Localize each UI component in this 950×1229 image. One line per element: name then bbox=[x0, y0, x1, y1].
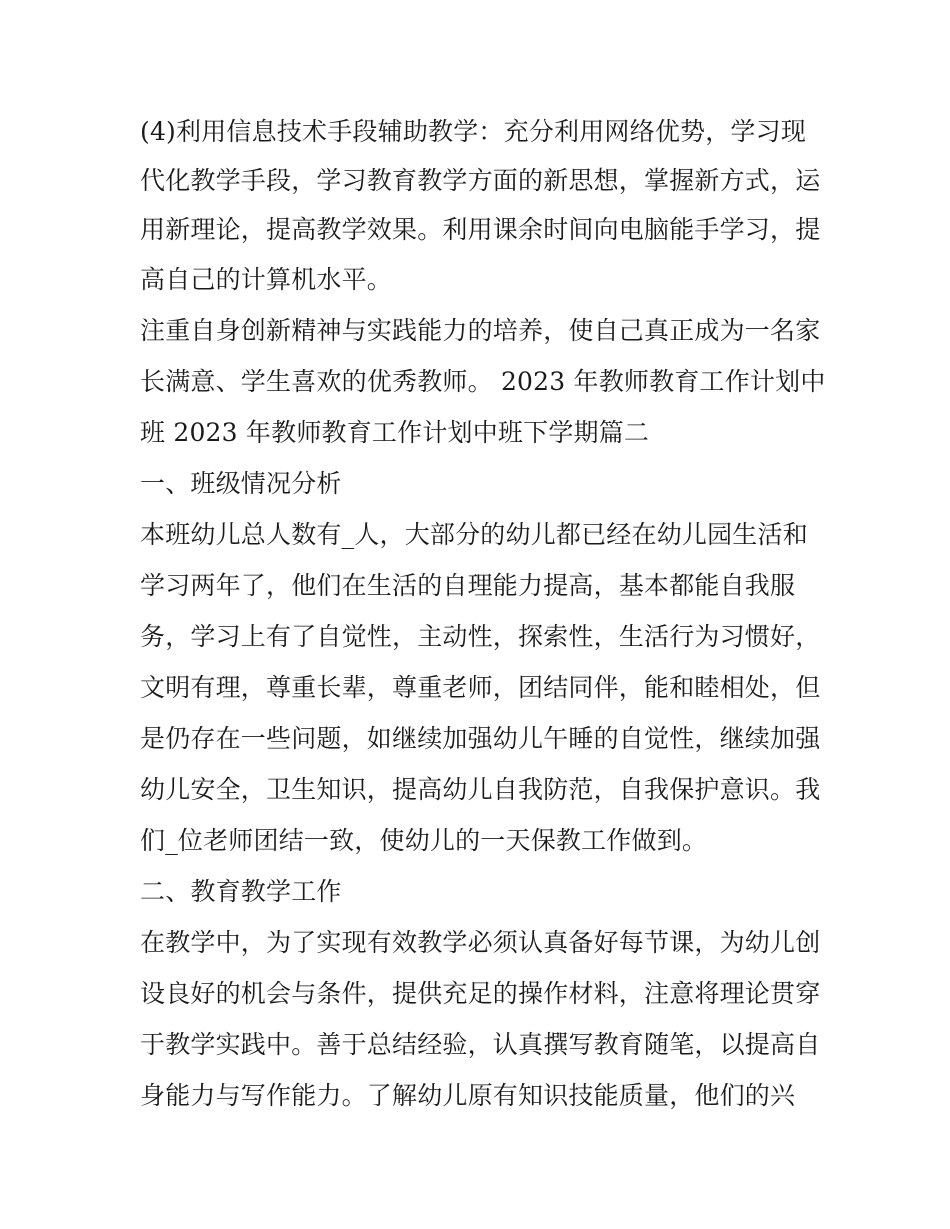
section-heading-class-analysis: 一、班级情况分析 bbox=[140, 469, 342, 498]
text-line-19: 于教学实践中。善于总结经验，认真撰写教育随笔，以提高自 bbox=[140, 1030, 821, 1059]
text-line-6: 长满意、学生喜欢的优秀教师。 2023 年教师教育工作计划中 bbox=[140, 367, 826, 396]
text-line-10: 学习两年了，他们在生活的自理能力提高，基本都能自我服 bbox=[140, 571, 796, 600]
section-heading-teaching-work: 二、教育教学工作 bbox=[140, 877, 342, 906]
text-line-7: 班 2023 年教师教育工作计划中班下学期篇二 bbox=[140, 418, 650, 447]
text-line-4: 高自己的计算机水平。 bbox=[140, 265, 393, 294]
text-line-17: 在教学中，为了实现有效教学必须认真备好每节课，为幼儿创 bbox=[140, 928, 821, 957]
text-line-20: 身能力与写作能力。了解幼儿原有知识技能质量，他们的兴 bbox=[140, 1081, 796, 1110]
text-line-3: 用新理论，提高教学效果。利用课余时间向电脑能手学习，提 bbox=[140, 215, 821, 244]
text-line-18: 设良好的机会与条件，提供充足的操作材料，注意将理论贯穿 bbox=[140, 979, 821, 1008]
text-line-14: 幼儿安全，卫生知识，提高幼儿自我防范，自我保护意识。我 bbox=[140, 775, 821, 804]
text-line-9: 本班幼儿总人数有_人，大部分的幼儿都已经在幼儿园生活和 bbox=[140, 520, 808, 549]
text-line-12: 文明有理，尊重长辈，尊重老师，团结同伴，能和睦相处，但 bbox=[140, 673, 821, 702]
text-line-5: 注重自身创新精神与实践能力的培养，使自己真正成为一名家 bbox=[140, 316, 821, 345]
text-line-15: 们_位老师团结一致，使幼儿的一天保教工作做到。 bbox=[140, 826, 708, 855]
text-line-11: 务，学习上有了自觉性，主动性，探索性，生活行为习惯好， bbox=[140, 622, 821, 651]
text-line-1: (4)利用信息技术手段辅助教学：充分利用网络优势，学习现 bbox=[140, 117, 807, 146]
text-line-2: 代化教学手段，学习教育教学方面的新思想，掌握新方式，运 bbox=[140, 166, 821, 195]
text-line-13: 是仍存在一些问题，如继续加强幼儿午睡的自觉性，继续加强 bbox=[140, 724, 821, 753]
